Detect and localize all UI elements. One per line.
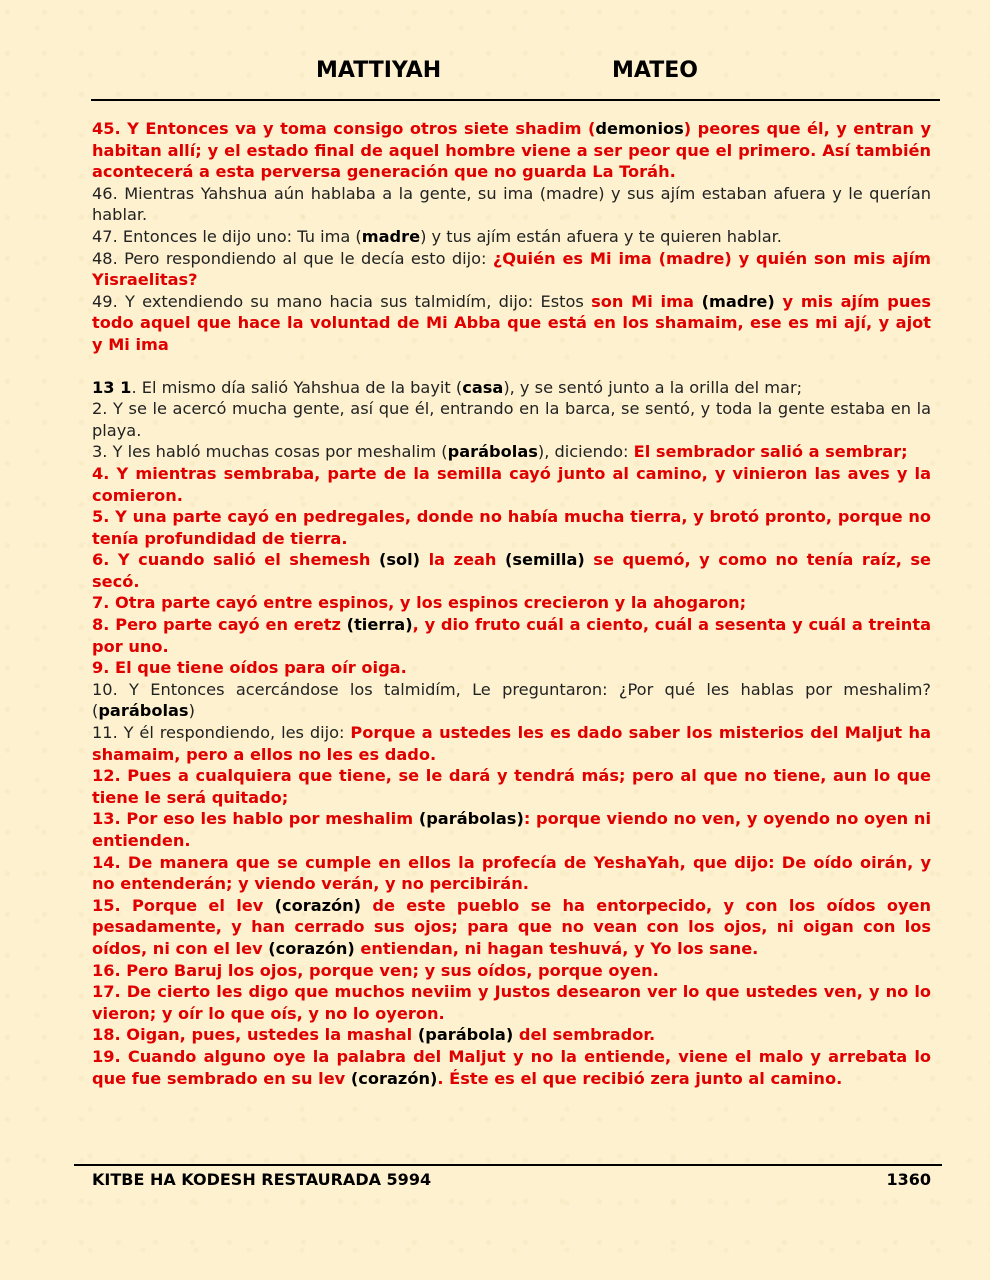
verse-red-text: ¿Quién es Mi ima (madre) y quién son mis ajím Yisraelitas? xyxy=(92,248,931,290)
header-right-title: MATEO xyxy=(612,58,698,83)
header-left-title: MATTIYAH xyxy=(316,58,442,83)
verse-red-text: Porque a ustedes les es dado saber los misterios del Maljut ha shamaim, pero a ellos no les es dado. xyxy=(92,723,931,764)
verse xyxy=(92,592,931,614)
verse xyxy=(92,377,931,399)
verse-text: 11. Y él respondiendo, les dijo: xyxy=(92,723,351,743)
verse-red-text: 9. El que tiene oídos para oír oiga. xyxy=(92,658,407,678)
verse-bold-text: demonios xyxy=(595,119,684,138)
verse-bold-text: (semilla) xyxy=(504,550,585,570)
verse-red-text: El sembrador salió a sembrar; xyxy=(633,442,908,462)
verse-bold-text: (parábolas) xyxy=(418,809,524,829)
verse-text: ), diciendo: xyxy=(537,442,634,462)
verse xyxy=(92,549,931,592)
verse-bold-text: madre xyxy=(361,226,421,246)
scripture-text xyxy=(92,118,931,1089)
verse-red-text: 17. De cierto les digo que muchos neviim y Justos desearon ver lo que ustedes ven, y no lo vieron; y oír lo que oís, y no lo oyeron. xyxy=(92,982,931,1023)
verse xyxy=(92,226,931,248)
verse-bold-text: (tierra) xyxy=(346,615,413,635)
verse-red-text: son Mi ima xyxy=(591,291,702,311)
verse-red-text: se quemó, y como no tenía raíz, se secó. xyxy=(92,550,932,591)
verse-bold-text: casa xyxy=(462,377,504,397)
verse xyxy=(92,248,931,291)
verse-red-text: 15. Porque el lev xyxy=(92,895,275,915)
verse-red-text: : porque viendo no ven, y oyendo no oyen ni entienden. xyxy=(92,809,931,850)
verse-red-text: , y dio fruto cuál a ciento, cuál a sesenta y cuál a treinta por uno. xyxy=(92,615,931,656)
verse-red-text: 45. Y Entonces va y toma consigo otros siete shadim ( xyxy=(92,119,596,138)
verse-red-text: entiendan, ni hagan teshuvá, y Yo los sane. xyxy=(354,938,759,958)
verse-red-text: de este pueblo se ha entorpecido, y con los oídos oyen pesadamente, y han cerrado sus ojos; para que no vean con los ojos, ni oigan con los oídos, ni con el lev xyxy=(92,895,932,958)
verse-text: ), y se sentó junto a la orilla del mar; xyxy=(503,377,803,397)
verse-red-text: 14. De manera que se cumple en ellos la profecía de YeshaYah, que dijo: De oído oirán, y no entenderán; y viendo verán, y no percibirán. xyxy=(92,852,931,894)
verse-bold-text: parábolas xyxy=(447,442,538,462)
verse xyxy=(92,960,931,982)
verse-red-text: 19. Cuando alguno oye la palabra del Maljut y no la entiende, viene el malo y arrebata lo que fue sembrado en su lev xyxy=(92,1046,931,1088)
verse-red-text: y mis ajím pues todo aquel que hace la voluntad de Mi Abba que está en los shamaim, ese es mi ají, y ajot y Mi ima xyxy=(92,291,931,354)
verse-red-text: la zeah xyxy=(420,550,505,570)
verse-text: . El mismo día salió Yahshua de la bayit ( xyxy=(131,377,463,397)
footer-rule xyxy=(74,1164,942,1166)
page-footer xyxy=(92,1170,931,1194)
verse-text: 10. Y Entonces acercándose los talmidím, Le preguntaron: ¿Por qué les hablas por meshalim? ( xyxy=(92,679,931,721)
verse-text: ) y tus ajím están afuera y te quieren hablar. xyxy=(420,226,782,246)
verse-red-text: 18. Oigan, pues, ustedes la mashal xyxy=(92,1025,418,1045)
verse-bold-text: (corazón) xyxy=(274,895,362,915)
verse-bold-text: (parábola) xyxy=(417,1025,514,1045)
page-header xyxy=(0,58,990,90)
verse-text: 46. Mientras Yahshua aún hablaba a la gente, su ima (madre) y sus ajím estaban afuera y le querían hablar. xyxy=(92,183,931,225)
verse-red-text: del sembrador. xyxy=(513,1025,656,1045)
verse-text: 3. Y les habló muchas cosas por meshalim ( xyxy=(92,442,448,462)
verse xyxy=(92,118,931,183)
verse xyxy=(92,1046,931,1089)
verse-text: 49. Y extendiendo su mano hacia sus talmidím, dijo: Estos xyxy=(92,291,592,311)
verse-bold-text: (sol) xyxy=(378,550,421,570)
verse xyxy=(92,183,931,226)
verse xyxy=(92,441,931,463)
verse-red-text: 5. Y una parte cayó en pedregales, donde no había mucha tierra, y brotó pronto, porque no tenía profundidad de tierra. xyxy=(92,507,931,548)
verse-text: ) xyxy=(188,701,195,721)
verse xyxy=(92,463,931,506)
footer-book-title: KITBE HA KODESH RESTAURADA 5994 xyxy=(92,1170,432,1189)
verse xyxy=(92,291,931,356)
verse-red-text: 13. Por eso les hablo por meshalim xyxy=(92,809,419,829)
verse-bold-text: (corazón) xyxy=(268,938,355,958)
verse xyxy=(92,981,931,1024)
verse-text: 2. Y se le acercó mucha gente, así que él, entrando en la barca, se sentó, y toda la gente estaba en la playa. xyxy=(92,399,931,440)
verse xyxy=(92,765,931,808)
verse-text: 48. Pero respondiendo al que le decía esto dijo: xyxy=(92,248,493,268)
verse xyxy=(92,808,931,851)
verse-red-text: . Éste es el que recibió zera junto al camino. xyxy=(437,1068,843,1088)
verse-red-text: ) peores que él, y entran y habitan allí; y el estado final de aquel hombre viene a ser peor que el primero. Así también acontecerá a esta perversa generación que no guarda La Toráh. xyxy=(92,119,932,182)
verse xyxy=(92,679,931,722)
verse-bold-text: parábolas xyxy=(98,701,189,721)
verse xyxy=(92,722,931,765)
header-rule xyxy=(91,99,940,101)
verse xyxy=(92,506,931,549)
verse xyxy=(92,895,931,960)
verse-red-text: 6. Y cuando salió el shemesh xyxy=(92,550,379,570)
verse-bold-text: (corazón) xyxy=(350,1068,438,1088)
verse xyxy=(92,398,931,441)
verse-red-text: 4. Y mientras sembraba, parte de la semilla cayó junto al camino, y vinieron las aves y la comieron. xyxy=(92,463,931,505)
verse xyxy=(92,614,931,657)
verse xyxy=(92,1024,931,1046)
verse-red-text: 12. Pues a cualquiera que tiene, se le dará y tendrá más; pero al que no tiene, aun lo que tiene le será quitado; xyxy=(92,766,931,807)
verse-red-text: 16. Pero Baruj los ojos, porque ven; y sus oídos, porque oyen. xyxy=(92,960,659,980)
verse-text: 47. Entonces le dijo uno: Tu ima ( xyxy=(92,226,362,246)
verse xyxy=(92,657,931,679)
verse-red-text: 7. Otra parte cayó entre espinos, y los espinos crecieron y la ahogaron; xyxy=(92,593,747,613)
verse-red-text: 8. Pero parte cayó en eretz xyxy=(92,615,347,635)
verse xyxy=(92,852,931,895)
verse-bold-text: 13 1 xyxy=(92,377,132,397)
page-number: 1360 xyxy=(886,1170,931,1189)
verse-bold-text: (madre) xyxy=(701,291,775,311)
